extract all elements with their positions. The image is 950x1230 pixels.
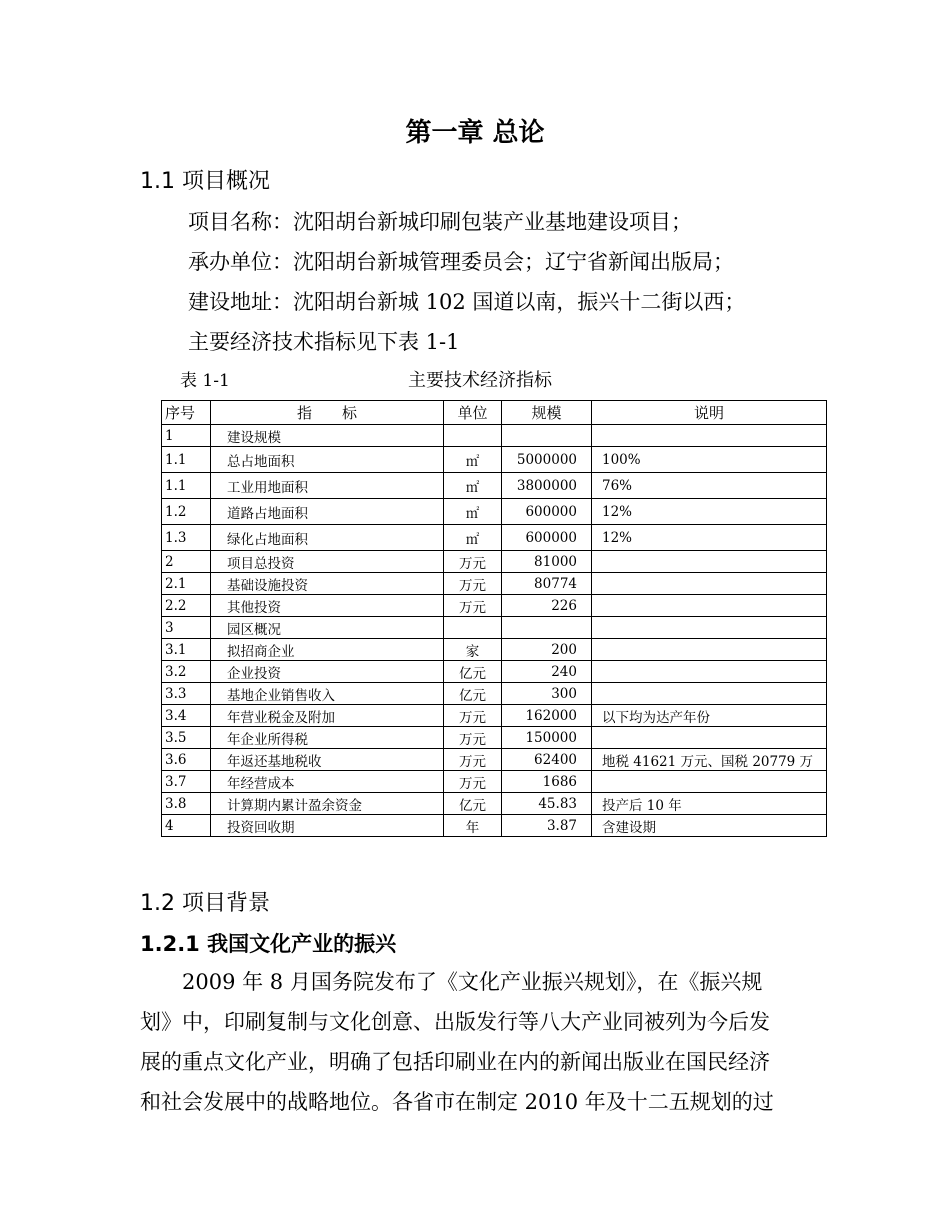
cell-scale: 162000 [502,705,592,727]
cell-unit: 万元 [444,551,502,573]
cell-indicator: 年经营成本 [211,771,444,793]
cell-unit: ㎡ [444,447,502,473]
cell-no: 1.1 [162,473,211,499]
cell-indicator: 工业用地面积 [211,473,444,499]
body-line: 展的重点文化产业，明确了包括印刷业在内的新闻出版业在国民经济 [140,1050,770,1074]
cell-note [592,573,827,595]
table-row [162,661,827,683]
body-line: 和社会发展中的战略地位。各省市在制定 2010 年及十二五规划的过 [140,1090,774,1114]
cell-scale: 200 [502,639,592,661]
table-body [162,425,827,837]
organizer-line: 承办单位：沈阳胡台新城管理委员会；辽宁省新闻出版局； [188,250,734,274]
cell-scale [502,425,592,447]
cell-note: 12% [592,525,827,551]
cell-scale: 240 [502,661,592,683]
cell-note: 76% [592,473,827,499]
cell-unit: 年 [444,815,502,837]
cell-note: 地税 41621 万元、国税 20779 万 [592,749,827,771]
cell-no: 3.5 [162,727,211,749]
cell-indicator: 道路占地面积 [211,499,444,525]
cell-note [592,551,827,573]
table-row [162,705,827,727]
cell-scale: 300 [502,683,592,705]
cell-no: 3.1 [162,639,211,661]
cell-unit: ㎡ [444,525,502,551]
cell-scale [502,617,592,639]
cell-indicator: 拟招商企业 [211,639,444,661]
table-row [162,793,827,815]
cell-note: 12% [592,499,827,525]
cell-unit: 万元 [444,727,502,749]
cell-scale: 1686 [502,771,592,793]
cell-indicator: 投资回收期 [211,815,444,837]
cell-indicator: 基础设施投资 [211,573,444,595]
cell-no: 4 [162,815,211,837]
cell-no: 3.4 [162,705,211,727]
table-row [162,639,827,661]
table-row [162,815,827,837]
cell-note [592,771,827,793]
cell-no: 3.2 [162,661,211,683]
cell-note: 投产后 10 年 [592,793,827,815]
cell-note: 以下均为达产年份 [592,705,827,727]
table-caption-title: 主要技术经济指标 [408,370,552,391]
body-paragraph [140,962,840,1122]
cell-indicator: 园区概况 [211,617,444,639]
cell-scale: 3800000 [502,473,592,499]
cell-unit: 万元 [444,595,502,617]
cell-note: 100% [592,447,827,473]
cell-indicator: 项目总投资 [211,551,444,573]
project-name-line: 项目名称：沈阳胡台新城印刷包装产业基地建设项目； [188,210,692,234]
cell-unit: 万元 [444,705,502,727]
cell-no: 3.8 [162,793,211,815]
cell-scale: 600000 [502,525,592,551]
table-row [162,525,827,551]
cell-scale: 226 [502,595,592,617]
cell-indicator: 年营业税金及附加 [211,705,444,727]
table-row [162,727,827,749]
table-intro-line: 主要经济技术指标见下表 1-1 [188,330,460,354]
cell-note [592,683,827,705]
cell-note [592,617,827,639]
table-row [162,617,827,639]
table-header-row [162,401,827,425]
cell-scale: 62400 [502,749,592,771]
indicators-table [161,400,827,837]
cell-indicator: 企业投资 [211,661,444,683]
cell-unit: ㎡ [444,473,502,499]
cell-unit: 万元 [444,771,502,793]
cell-indicator: 建设规模 [211,425,444,447]
cell-note [592,639,827,661]
header-note: 说明 [592,401,827,425]
cell-indicator: 年返还基地税收 [211,749,444,771]
cell-unit: 亿元 [444,661,502,683]
cell-indicator: 年企业所得税 [211,727,444,749]
table-row [162,447,827,473]
cell-scale: 600000 [502,499,592,525]
cell-indicator: 绿化占地面积 [211,525,444,551]
section-heading-1-2: 1.2 项目背景 [140,891,270,916]
table-row [162,595,827,617]
cell-unit: ㎡ [444,499,502,525]
cell-no: 1.1 [162,447,211,473]
cell-unit: 万元 [444,749,502,771]
cell-no: 1.3 [162,525,211,551]
cell-no: 1 [162,425,211,447]
cell-scale: 5000000 [502,447,592,473]
cell-scale: 150000 [502,727,592,749]
cell-indicator: 基地企业销售收入 [211,683,444,705]
cell-no: 1.2 [162,499,211,525]
cell-indicator: 计算期内累计盈余资金 [211,793,444,815]
section-heading-1-1: 1.1 项目概况 [140,169,270,194]
cell-no: 2 [162,551,211,573]
cell-indicator: 其他投资 [211,595,444,617]
cell-no: 3 [162,617,211,639]
cell-note [592,595,827,617]
table-row [162,771,827,793]
cell-note [592,425,827,447]
cell-unit: 亿元 [444,793,502,815]
cell-no: 3.7 [162,771,211,793]
cell-note: 含建设期 [592,815,827,837]
body-line: 2009 年 8 月国务院发布了《文化产业振兴规划》，在《振兴规 [140,970,763,994]
table-row [162,473,827,499]
cell-no: 3.6 [162,749,211,771]
table-row [162,573,827,595]
cell-unit: 亿元 [444,683,502,705]
header-unit: 单位 [444,401,502,425]
table-row [162,551,827,573]
table-caption-number: 表 1-1 [180,371,230,391]
cell-no: 2.1 [162,573,211,595]
header-scale: 规模 [502,401,592,425]
cell-note [592,727,827,749]
cell-note [592,661,827,683]
cell-scale: 80774 [502,573,592,595]
header-no: 序号 [162,401,211,425]
cell-unit [444,425,502,447]
address-line: 建设地址：沈阳胡台新城 102 国道以南，振兴十二街以西； [188,290,746,314]
cell-scale: 3.87 [502,815,592,837]
cell-unit: 家 [444,639,502,661]
cell-unit: 万元 [444,573,502,595]
table-row [162,425,827,447]
section-heading-1-2-1: 1.2.1 我国文化产业的振兴 [140,932,397,956]
cell-no: 2.2 [162,595,211,617]
cell-unit [444,617,502,639]
table-row [162,499,827,525]
body-line: 划》中，印刷复制与文化创意、出版发行等八大产业同被列为今后发 [140,1010,770,1034]
cell-no: 3.3 [162,683,211,705]
cell-scale: 45.83 [502,793,592,815]
cell-indicator: 总占地面积 [211,447,444,473]
chapter-title: 第一章 总论 [405,118,545,148]
table-row [162,683,827,705]
header-indicator: 指 标 [211,401,444,425]
cell-scale: 81000 [502,551,592,573]
table-row [162,749,827,771]
